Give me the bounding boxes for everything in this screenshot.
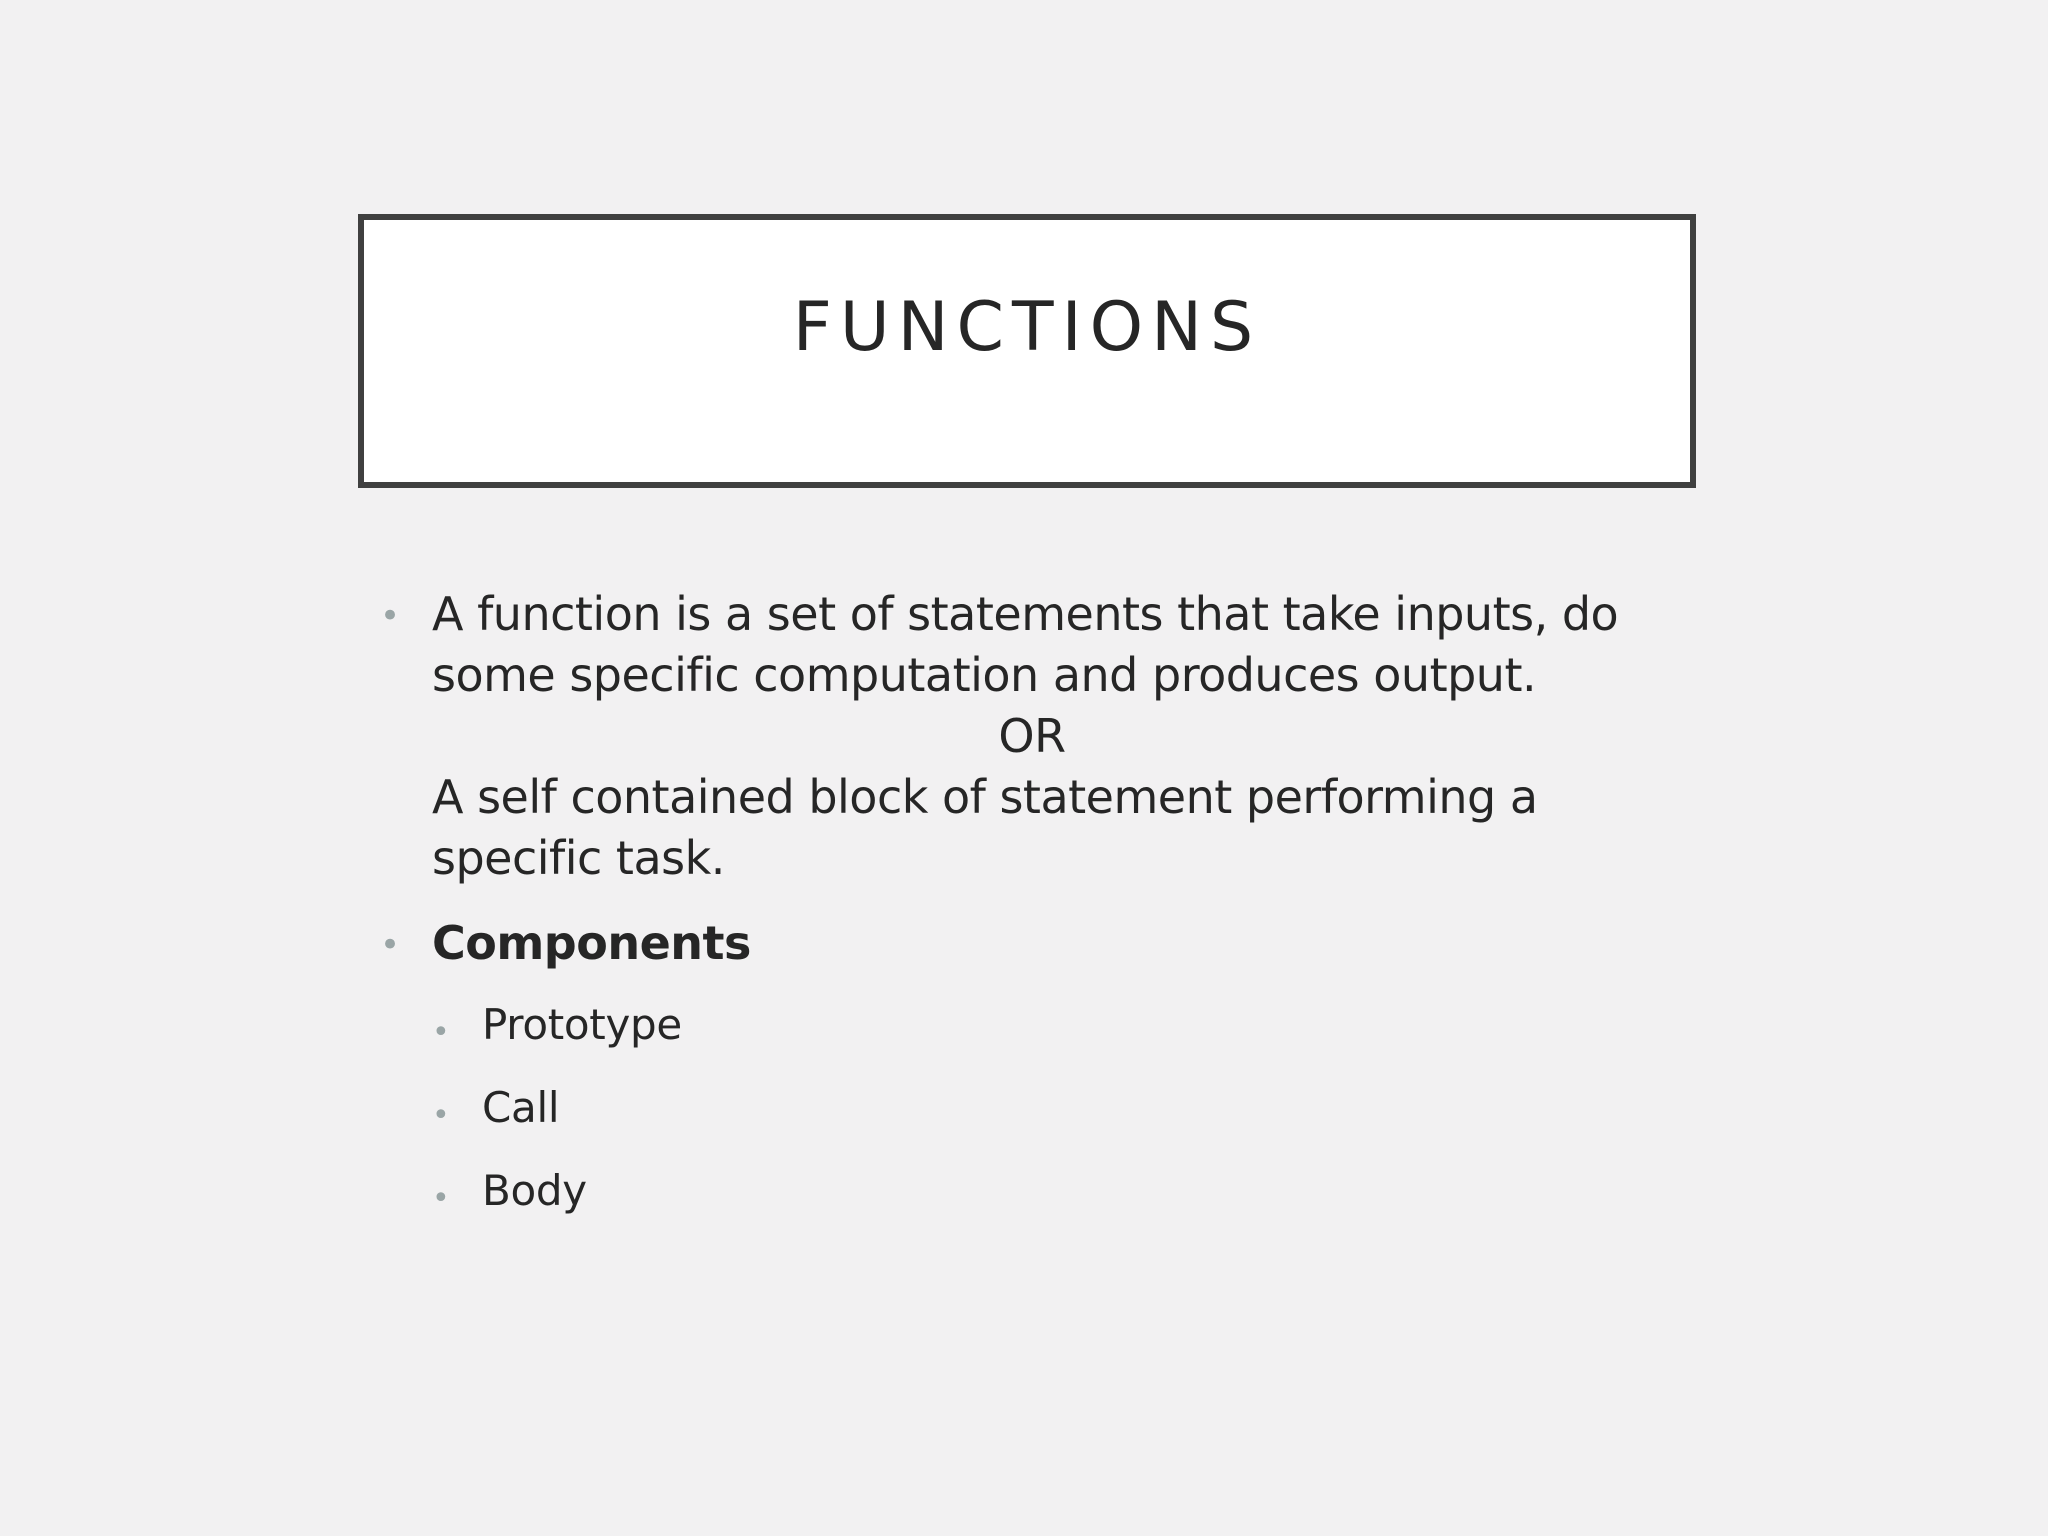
components-sub-list <box>380 998 1680 1218</box>
slide-title: FUNCTIONS <box>792 288 1262 367</box>
bullet-icon: • <box>432 1181 450 1216</box>
sub-item-body <box>432 1164 1680 1218</box>
sub-item-prototype <box>432 998 1680 1052</box>
bullet-item-components <box>380 913 1680 974</box>
definition-text <box>432 584 1680 889</box>
sub-item-label: Call <box>482 1083 560 1132</box>
definition-line: A function is a set of statements that take inputs, do <box>432 587 1619 641</box>
bullet-item-definition <box>380 584 1680 889</box>
bullet-icon: • <box>432 1098 450 1133</box>
definition-line: A self contained block of statement performing a <box>432 770 1538 824</box>
bullet-list <box>380 584 1680 1247</box>
definition-line: specific task. <box>432 831 725 885</box>
sub-item-label: Prototype <box>482 1000 682 1049</box>
or-separator: OR <box>998 709 1066 763</box>
bullet-icon: • <box>380 596 401 636</box>
components-heading: Components <box>432 916 751 970</box>
sub-item-label: Body <box>482 1166 587 1215</box>
bullet-icon: • <box>380 925 401 965</box>
sub-item-call <box>432 1081 1680 1135</box>
definition-line: some specific computation and produces output. <box>432 648 1537 702</box>
bullet-icon: • <box>432 1015 450 1050</box>
title-box <box>358 214 1696 488</box>
